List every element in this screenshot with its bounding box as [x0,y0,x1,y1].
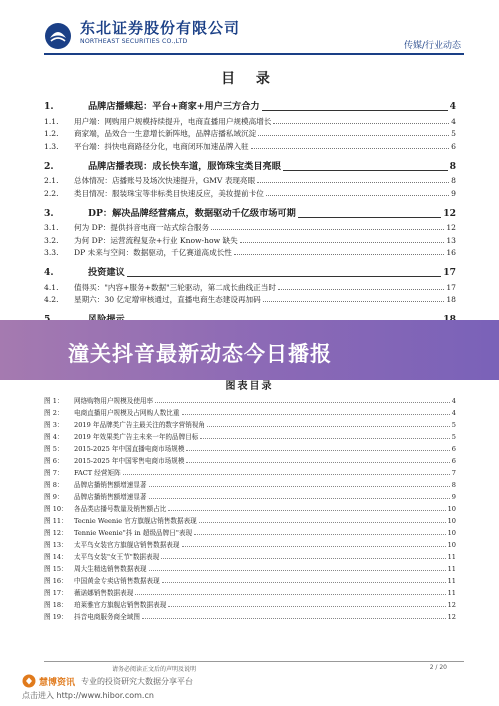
figure-number: 图 13： [44,541,68,549]
figure-leader-dots [161,558,445,559]
figure-number: 图 10： [44,505,68,513]
toc-leader-dots [258,134,449,136]
toc-entry-number: 3. [44,207,54,219]
figure-title: 品牌店播销售额增速显著 [74,493,147,501]
toc-leader-dots [266,194,449,196]
figure-list-title: 图表目录 [225,381,274,392]
figure-list-row[interactable] [44,538,456,550]
figure-title: 太平鸟女装"女王节"数据表现 [74,553,160,561]
figure-number: 图 7： [44,469,64,477]
brand-name [80,20,240,45]
toc-entry-title: 品牌店播蝶起：平台+商家+用户三方合力 [88,101,260,112]
toc-entry-number: 4.2. [44,295,59,304]
figure-leader-dots [186,462,449,463]
figure-leader-dots [200,438,449,439]
table-of-contents [44,92,456,327]
figure-list-row[interactable] [44,430,456,442]
figure-list-row[interactable] [44,454,456,466]
figure-list-row[interactable] [44,586,456,598]
toc-entry-title: 用户端：网购用户规模持续提升，电商直播用户规模高增长 [74,116,272,126]
toc-leader-dots [240,241,445,243]
toc-entry-title: 类目情况：服装珠宝等非标类目快速反应，美妆提前卡位 [74,188,264,198]
figure-leader-dots [149,570,446,571]
figure-title: 珀莱雅官方旗舰店销售数据表现 [74,601,167,609]
figure-list-row[interactable] [44,502,456,514]
toc-entry-number: 4. [44,267,54,278]
toc-entry-page: 5 [451,129,456,138]
figure-list-row[interactable] [44,562,456,574]
figure-list-row[interactable] [44,478,456,490]
figure-title: 中国黄金专卖店销售数据表现 [74,577,160,585]
toc-leader-dots [262,109,448,111]
figure-page: 7 [451,469,456,477]
figure-leader-dots [168,510,445,511]
toc-chapter-row[interactable] [44,199,456,221]
watermark-brand [22,674,193,688]
toc-section-row[interactable] [44,114,456,127]
figure-page: 12 [447,613,456,621]
figure-number: 图 18： [44,601,68,609]
toc-section-row[interactable] [44,233,456,246]
toc-title: 目 录 [221,71,278,87]
figure-page: 10 [447,529,456,537]
toc-entry-number: 1.3. [44,141,59,151]
figure-title: 网络购物用户规模及使用率 [74,397,154,405]
figure-number: 图 9： [44,493,64,501]
toc-entry-title: 商家端，品效合一生意增长新阵地，品牌店播私域沉淀 [74,129,257,138]
figure-list-row[interactable] [44,514,456,526]
toc-entry-number: 3.1. [44,223,59,232]
toc-entry-title: DP 未来与空间：数据驱动，千亿赛道高成长性 [74,248,232,257]
figure-page: 12 [447,601,456,609]
figure-leader-dots [123,474,450,475]
figure-number: 图 4： [44,433,64,441]
figure-page: 11 [447,565,456,573]
toc-entry-number: 3.2. [44,235,59,245]
toc-chapter-row[interactable] [44,258,456,280]
figure-number: 图 17： [44,589,68,597]
toc-leader-dots [283,169,448,171]
toc-entry-number: 4.1. [44,282,59,292]
figure-list-row[interactable] [44,574,456,586]
figure-leader-dots [186,450,449,451]
figure-title: 各品类店播号数量及销售额占比 [74,505,167,513]
toc-leader-dots [251,147,450,149]
toc-entry-page: 12 [443,207,456,219]
figure-number: 图 14： [44,553,68,561]
figure-leader-dots [182,414,450,415]
toc-entry-page: 8 [449,160,456,172]
figure-page: 10 [447,517,456,525]
toc-leader-dots [263,300,445,302]
toc-entry-page: 4 [449,101,456,112]
watermark-description: 专业的投资研究大数据分享平台 [81,676,194,686]
toc-leader-dots [298,216,441,218]
figure-title: 品牌店播销售额增速显著 [74,481,147,489]
figure-leader-dots [149,498,450,499]
figure-page: 11 [447,577,456,585]
toc-entry-title: 何为 DP：提供抖音电商一站式综合服务 [74,223,210,232]
page-header [0,0,499,55]
figure-title: 太平鸟女装官方旗舰店销售数据表现 [74,541,180,549]
figure-leader-dots [194,534,446,535]
toc-section-row[interactable] [44,186,456,199]
figure-number: 图 5： [44,445,64,453]
figure-list [44,394,456,622]
figure-number: 图 16： [44,577,68,585]
figure-title: FACT 经营矩阵 [74,469,121,477]
figure-list-row[interactable] [44,526,456,538]
figure-list-row[interactable] [44,610,456,622]
figure-page: 10 [447,541,456,549]
figure-list-row[interactable] [44,406,456,418]
headline-banner-text: 潼关抖音最新动态今日播报 [68,342,332,366]
figure-list-row[interactable] [44,442,456,454]
figure-page: 11 [447,553,456,561]
figure-number: 图 11： [44,517,68,525]
toc-section-row[interactable] [44,221,456,234]
toc-leader-dots [127,275,441,277]
figure-number: 图 19： [44,613,68,621]
figure-list-row[interactable] [44,466,456,478]
toc-section-row[interactable] [44,246,456,259]
toc-entry-page: 9 [451,188,456,198]
figure-number: 图 15： [44,565,68,573]
figure-title: 周大生精选销售数据表现 [74,565,147,573]
brand-name-cn: 东北证券股份有限公司 [80,19,241,37]
header-divider [44,53,464,55]
toc-section-row[interactable] [44,139,456,152]
figure-list-row[interactable] [44,550,456,562]
toc-entry-title: 总体情况：店播账号及场次快速提升，GMV 表现亮眼 [74,176,256,185]
toc-chapter-row[interactable] [44,152,456,174]
figure-page: 5 [451,421,456,429]
hibor-logo-icon [22,674,36,688]
toc-entry-page: 6 [451,141,456,151]
figure-page: 6 [451,457,456,465]
figure-number: 图 6： [44,457,64,465]
figure-page: 4 [451,409,456,417]
figure-list-row[interactable] [44,490,456,502]
toc-entry-title: 为何 DP：运营流程复杂+行业 Know-how 缺失 [74,235,238,245]
toc-entry-page: 13 [446,235,456,245]
toc-entry-page: 16 [446,248,456,257]
toc-entry-number: 2.2. [44,188,59,198]
figure-title: 2019 年效果类广告主未来一年的品牌目标 [74,433,199,441]
toc-section-row[interactable] [44,127,456,140]
figure-leader-dots [155,402,450,403]
figure-number: 图 12： [44,529,68,537]
northeast-securities-logo-icon [44,22,72,50]
toc-entry-title: 品牌店播表现：成长快车道，服饰珠宝类目亮眼 [88,160,281,172]
figure-list-row[interactable] [44,394,456,406]
figure-title: 抖音电商服务商全域图 [74,613,140,621]
toc-entry-page: 12 [446,223,456,232]
toc-entry-number: 2. [44,160,54,172]
figure-leader-dots [182,546,446,547]
figure-page: 11 [447,589,456,597]
figure-title: 电商直播用户规模及占网购人数比重 [74,409,180,417]
toc-entry-page: 17 [446,282,456,292]
toc-entry-title: 投资建议 [88,267,125,278]
figure-list-row[interactable] [44,418,456,430]
toc-leader-dots [257,181,449,183]
figure-page: 4 [451,397,456,405]
figure-leader-dots [207,426,450,427]
brand-name-en: NORTHEAST SECURITIES CO.,LTD [80,38,188,45]
toc-entry-title: 平台端：抖快电商路径分化，电商闭环加速品牌入驻 [74,141,249,151]
figure-title: Tennie Weenie"抖 in 超级品牌日"表现 [74,529,193,537]
toc-entry-title: 星期六：30 亿定增审核通过，直播电商生态建设再加码 [74,295,261,304]
figure-page: 10 [447,505,456,513]
figure-leader-dots [168,606,445,607]
figure-leader-dots [199,522,446,523]
watermark-name: 慧博资讯 [39,677,76,688]
figure-title: 薇诺娜销售数据表现 [74,589,134,597]
toc-entry-page: 4 [451,116,456,126]
industry-section-tag: 传媒/行业动态 [403,41,461,51]
toc-leader-dots [273,122,449,124]
disclaimer-note: 请务必阅读正文后的声明及说明 [112,666,197,673]
toc-entry-page: 8 [451,176,456,185]
page-number: 2 / 20 [429,664,447,671]
figure-page: 8 [451,481,456,489]
toc-leader-dots [211,228,444,230]
figure-page: 9 [451,493,456,501]
toc-leader-dots [234,253,444,255]
toc-entry-number: 3.3. [44,248,59,257]
figure-title: Tecnie Weenie 官方旗舰店销售数据表现 [74,517,197,525]
figure-page: 5 [451,433,456,441]
toc-entry-title: 值得买："内容+服务+数据"三轮驱动，第二成长曲线正当时 [74,282,276,292]
figure-number: 图 1： [44,397,64,405]
toc-section-row[interactable] [44,293,456,306]
toc-section-row[interactable] [44,174,456,187]
figure-number: 图 2： [44,409,64,417]
figure-leader-dots [135,594,445,595]
toc-entry-number: 2.1. [44,176,59,185]
footer-divider [44,661,464,662]
figure-title: 2015-2025 年中国零售电商市场规模 [74,457,185,465]
toc-entry-number: 1.1. [44,116,59,126]
figure-leader-dots [162,582,446,583]
figure-number: 图 8： [44,481,64,489]
figure-list-row[interactable] [44,598,456,610]
figure-title: 2019 年品牌类广告主最关注的数字营销视角 [74,421,205,429]
figure-page: 6 [451,445,456,453]
toc-entry-number: 1.2. [44,129,59,138]
figure-number: 图 3： [44,421,64,429]
figure-title: 2015-2025 年中国直播电商市场规模 [74,445,185,453]
toc-leader-dots [278,288,444,290]
toc-chapter-row[interactable] [44,92,456,114]
toc-entry-page: 18 [446,295,456,304]
figure-leader-dots [149,486,450,487]
toc-section-row[interactable] [44,280,456,293]
toc-entry-number: 1. [44,101,54,112]
watermark-site-link[interactable]: 点击进入 http://www.hibor.com.cn [22,691,154,700]
toc-entry-page: 17 [443,267,456,278]
figure-leader-dots [142,618,446,619]
toc-entry-title: DP：解决品牌经营痛点，数据驱动千亿级市场可期 [88,207,296,219]
